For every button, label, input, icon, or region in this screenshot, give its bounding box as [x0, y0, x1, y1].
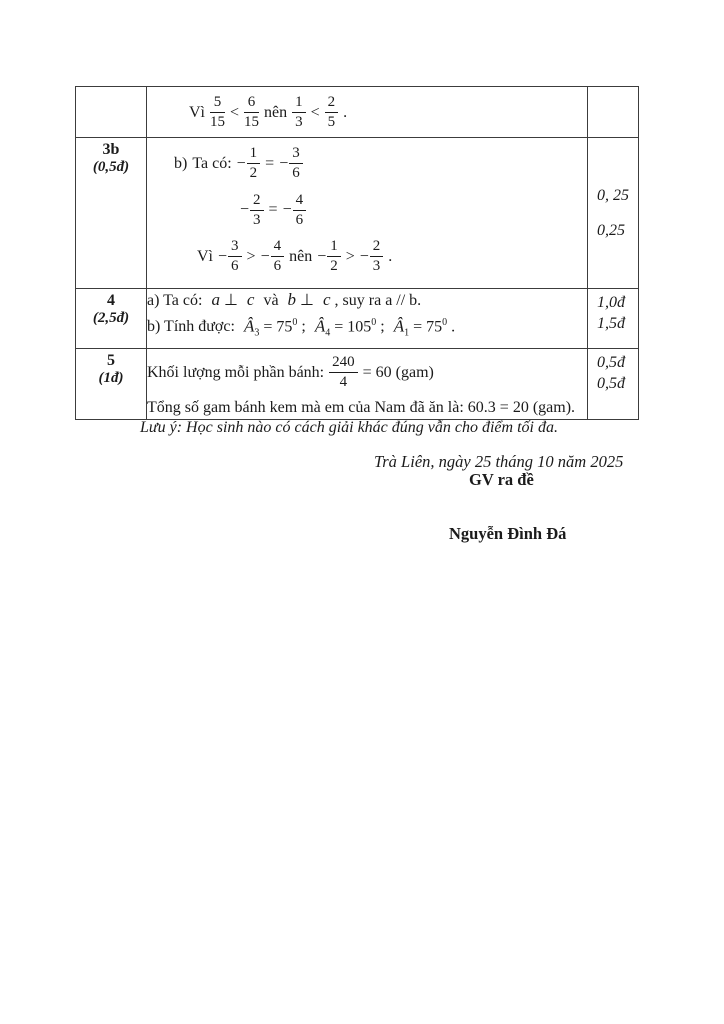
- score-cell: [588, 87, 639, 138]
- fraction-denominator: 2: [249, 165, 258, 182]
- answer-line-a: [147, 289, 587, 312]
- math-operator: =: [334, 318, 344, 336]
- answer-line-b: [147, 312, 587, 345]
- math-text: Tổng số gam bánh kem mà em của Nam đã ăn là: 60.3 = 20 (gam).: [147, 398, 576, 416]
- fraction-numerator: 1: [247, 145, 261, 164]
- table-row-4: [76, 289, 639, 349]
- math-text: Khối lượng mỗi phần bánh:: [147, 363, 325, 381]
- minus-sign: −: [218, 247, 228, 265]
- fraction-denominator: 15: [244, 114, 260, 131]
- angle-value: 75: [276, 318, 293, 336]
- math-operator: =: [413, 318, 423, 336]
- math-text: = 60 (gam): [362, 363, 434, 381]
- answer-content-cell: [147, 289, 588, 349]
- score-cell: [588, 138, 639, 289]
- fraction-denominator: 3: [253, 211, 261, 228]
- fraction: [327, 238, 341, 276]
- angle-hat-A: Â: [314, 316, 326, 336]
- angle-hat-A: Â: [243, 316, 255, 336]
- score-value: 0,5đ: [597, 375, 625, 392]
- minus-sign: −: [236, 154, 246, 172]
- grading-table: [75, 86, 639, 420]
- fraction-denominator: 5: [327, 114, 336, 131]
- fraction: [228, 238, 242, 276]
- fraction: [325, 94, 339, 132]
- grading-note: Lưu ý: Học sinh nào có cách giải khác đúng vẫn cho điểm tối đa.: [140, 419, 558, 436]
- math-operator: =: [265, 154, 275, 172]
- question-number: 5: [107, 352, 115, 369]
- angle-subscript: 4: [325, 327, 331, 339]
- math-operator: >: [246, 247, 256, 265]
- fraction-numerator: 6: [244, 94, 259, 113]
- math-text: Vì: [197, 247, 213, 265]
- score-cell: [588, 349, 639, 420]
- fraction-numerator: 2: [370, 238, 384, 257]
- fraction: [292, 94, 306, 132]
- item-label: b): [174, 154, 188, 172]
- answer-content-cell: [147, 349, 588, 420]
- math-operator: <: [230, 103, 240, 121]
- math-text: nên: [289, 247, 313, 265]
- question-id-cell: [76, 87, 147, 138]
- fraction-numerator: 1: [292, 94, 306, 113]
- question-id-cell: [76, 138, 147, 289]
- math-variable: c: [246, 290, 255, 309]
- minus-sign: −: [317, 247, 327, 265]
- fraction-numerator: 4: [293, 192, 307, 211]
- fraction-denominator: 6: [231, 258, 239, 275]
- math-text: .: [451, 318, 456, 336]
- score-cell: [588, 289, 639, 349]
- score-value: 1,0đ: [597, 294, 625, 311]
- place-and-date: Trà Liên, ngày 25 tháng 10 năm 2025: [374, 452, 624, 471]
- fraction: [271, 238, 285, 276]
- math-text: a) Ta có:: [147, 292, 203, 309]
- answer-content-cell: [147, 138, 588, 289]
- math-text: và: [263, 292, 279, 309]
- math-line: [174, 145, 587, 183]
- math-text: , suy ra a // b.: [334, 292, 422, 309]
- math-text: b) Tính được:: [147, 318, 235, 336]
- answer-content-cell: [147, 87, 588, 138]
- fraction-denominator: 6: [273, 258, 282, 275]
- fraction-denominator: 6: [295, 211, 304, 228]
- math-text: .: [388, 247, 393, 265]
- fraction-denominator: 2: [330, 258, 338, 275]
- minus-sign: −: [279, 154, 289, 172]
- separator: ;: [380, 318, 385, 336]
- math-operator: =: [268, 201, 278, 219]
- question-points: (0,5đ): [92, 159, 130, 175]
- degree-superscript: 0: [442, 317, 448, 328]
- math-variable: a: [211, 290, 220, 309]
- math-line: [240, 192, 587, 230]
- fraction: [289, 145, 303, 183]
- math-line: [189, 94, 587, 132]
- angle-subscript: 1: [404, 327, 410, 339]
- fraction-numerator: 1: [327, 238, 341, 257]
- fraction-numerator: 240: [329, 354, 358, 373]
- table-row-5: [76, 349, 639, 420]
- separator: ;: [301, 318, 306, 336]
- fraction-denominator: 15: [210, 114, 225, 131]
- score-value: 0, 25: [597, 186, 629, 204]
- angle-value: 75: [426, 318, 443, 336]
- angle-hat-A: Â: [393, 316, 405, 336]
- fraction-numerator: 2: [325, 94, 339, 113]
- fraction: [250, 192, 264, 230]
- fraction: [247, 145, 261, 183]
- fraction-numerator: 3: [228, 238, 242, 257]
- fraction-denominator: 4: [339, 374, 348, 391]
- fraction-numerator: 3: [289, 145, 303, 164]
- minus-sign: −: [359, 247, 369, 265]
- fraction: [210, 94, 225, 132]
- math-variable: c: [322, 290, 331, 309]
- score-value: 0,5đ: [597, 354, 625, 371]
- score-value: 0,25: [597, 221, 625, 239]
- question-number: 3b: [102, 141, 120, 158]
- math-variable: b: [287, 290, 297, 309]
- angle-subscript: 3: [254, 327, 260, 339]
- math-text: nên: [264, 103, 288, 121]
- signer-role: GV ra đề: [469, 470, 534, 489]
- fraction: [329, 354, 358, 392]
- degree-superscript: 0: [292, 317, 298, 328]
- fraction-numerator: 4: [271, 238, 285, 257]
- minus-sign: −: [260, 247, 270, 265]
- minus-sign: −: [282, 201, 292, 219]
- math-text: Vì: [189, 103, 205, 121]
- math-operator: <: [310, 103, 320, 121]
- signer-name: Nguyễn Đình Đá: [449, 524, 567, 543]
- minus-sign: −: [240, 201, 250, 219]
- math-line: [147, 354, 587, 392]
- score-value: 1,5đ: [597, 315, 625, 332]
- question-id-cell: [76, 349, 147, 420]
- question-points: (1đ): [98, 370, 124, 386]
- table-row-3b: [76, 138, 639, 289]
- math-text: Ta có:: [192, 154, 232, 172]
- fraction: [370, 238, 384, 276]
- math-line: [197, 238, 587, 276]
- fraction: [293, 192, 307, 230]
- question-number: 4: [107, 292, 115, 309]
- fraction-numerator: 5: [210, 94, 225, 113]
- math-text: .: [343, 103, 348, 121]
- fraction-denominator: 3: [372, 258, 381, 275]
- math-operator: =: [263, 318, 273, 336]
- math-operator: >: [345, 247, 355, 265]
- degree-superscript: 0: [371, 317, 377, 328]
- answer-line: [147, 397, 587, 419]
- fraction: [244, 94, 259, 132]
- question-points: (2,5đ): [92, 310, 130, 326]
- table-row-continuation: [76, 87, 639, 138]
- fraction-denominator: 3: [295, 114, 303, 131]
- perpendicular-symbol: ⊥: [223, 292, 238, 309]
- angle-value: 105: [347, 318, 372, 336]
- fraction-numerator: 2: [250, 192, 264, 211]
- question-id-cell: [76, 289, 147, 349]
- perpendicular-symbol: ⊥: [300, 292, 314, 309]
- fraction-denominator: 6: [292, 165, 300, 182]
